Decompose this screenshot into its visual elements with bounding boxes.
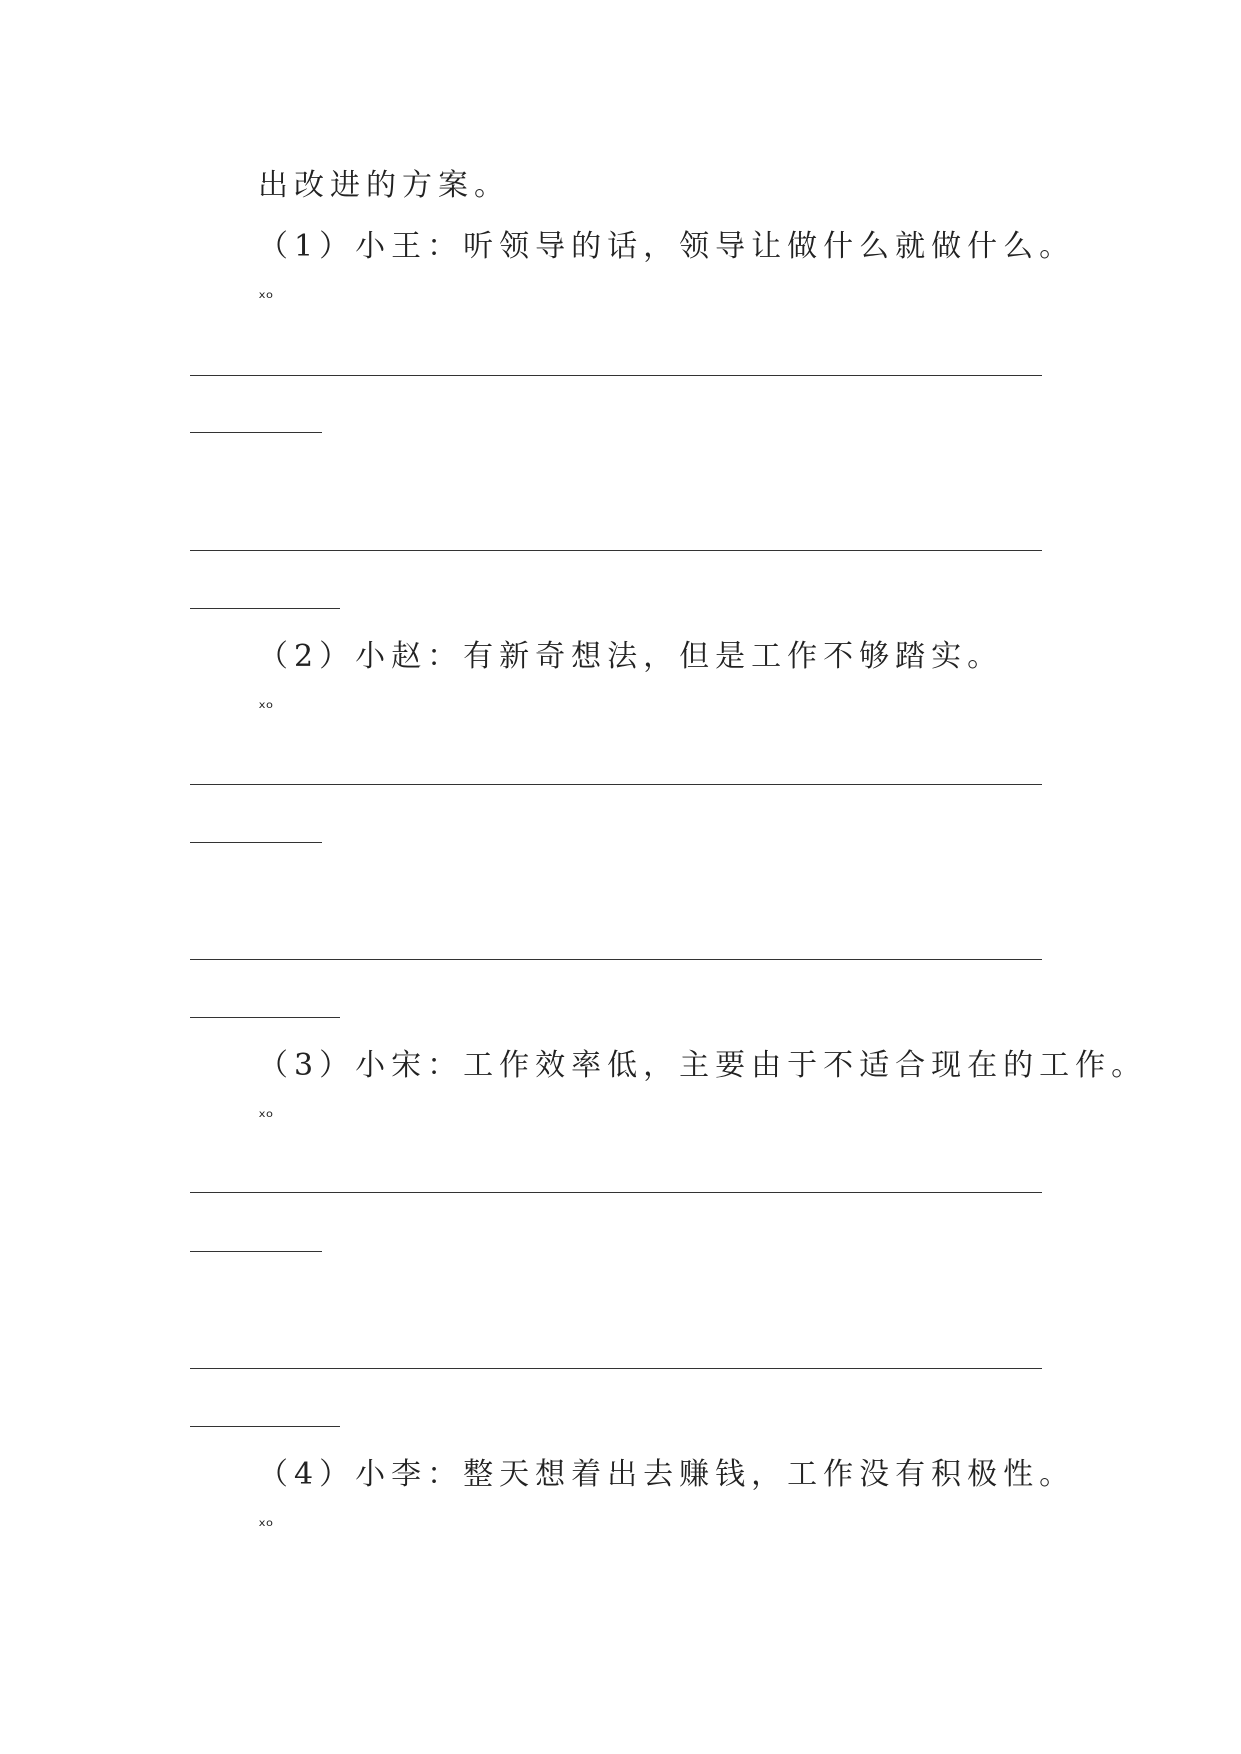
answer-line	[190, 608, 340, 609]
answer-line	[190, 432, 322, 433]
answer-mark-3: ₓₒ	[258, 1101, 274, 1122]
answer-line	[190, 1251, 322, 1252]
intro-text: 出改进的方案。	[258, 168, 510, 203]
answer-line	[190, 550, 1042, 551]
answer-line	[190, 842, 322, 843]
question-1: （1）小王：听领导的话，领导让做什么就做什么。	[258, 229, 1076, 264]
answer-line	[190, 1426, 340, 1427]
answer-line	[190, 959, 1042, 960]
answer-line	[190, 1017, 340, 1018]
answer-line	[190, 1192, 1042, 1193]
answer-mark-4: ₓₒ	[258, 1510, 274, 1531]
question-4: （4）小李：整天想着出去赚钱，工作没有积极性。	[258, 1457, 1076, 1492]
answer-mark-2: ₓₒ	[258, 692, 274, 713]
question-3: （3）小宋：工作效率低，主要由于不适合现在的工作。	[258, 1048, 1148, 1083]
question-2: （2）小赵：有新奇想法，但是工作不够踏实。	[258, 639, 1004, 674]
answer-line	[190, 784, 1042, 785]
answer-line	[190, 375, 1042, 376]
answer-line	[190, 1368, 1042, 1369]
answer-mark-1: ₓₒ	[258, 282, 274, 303]
